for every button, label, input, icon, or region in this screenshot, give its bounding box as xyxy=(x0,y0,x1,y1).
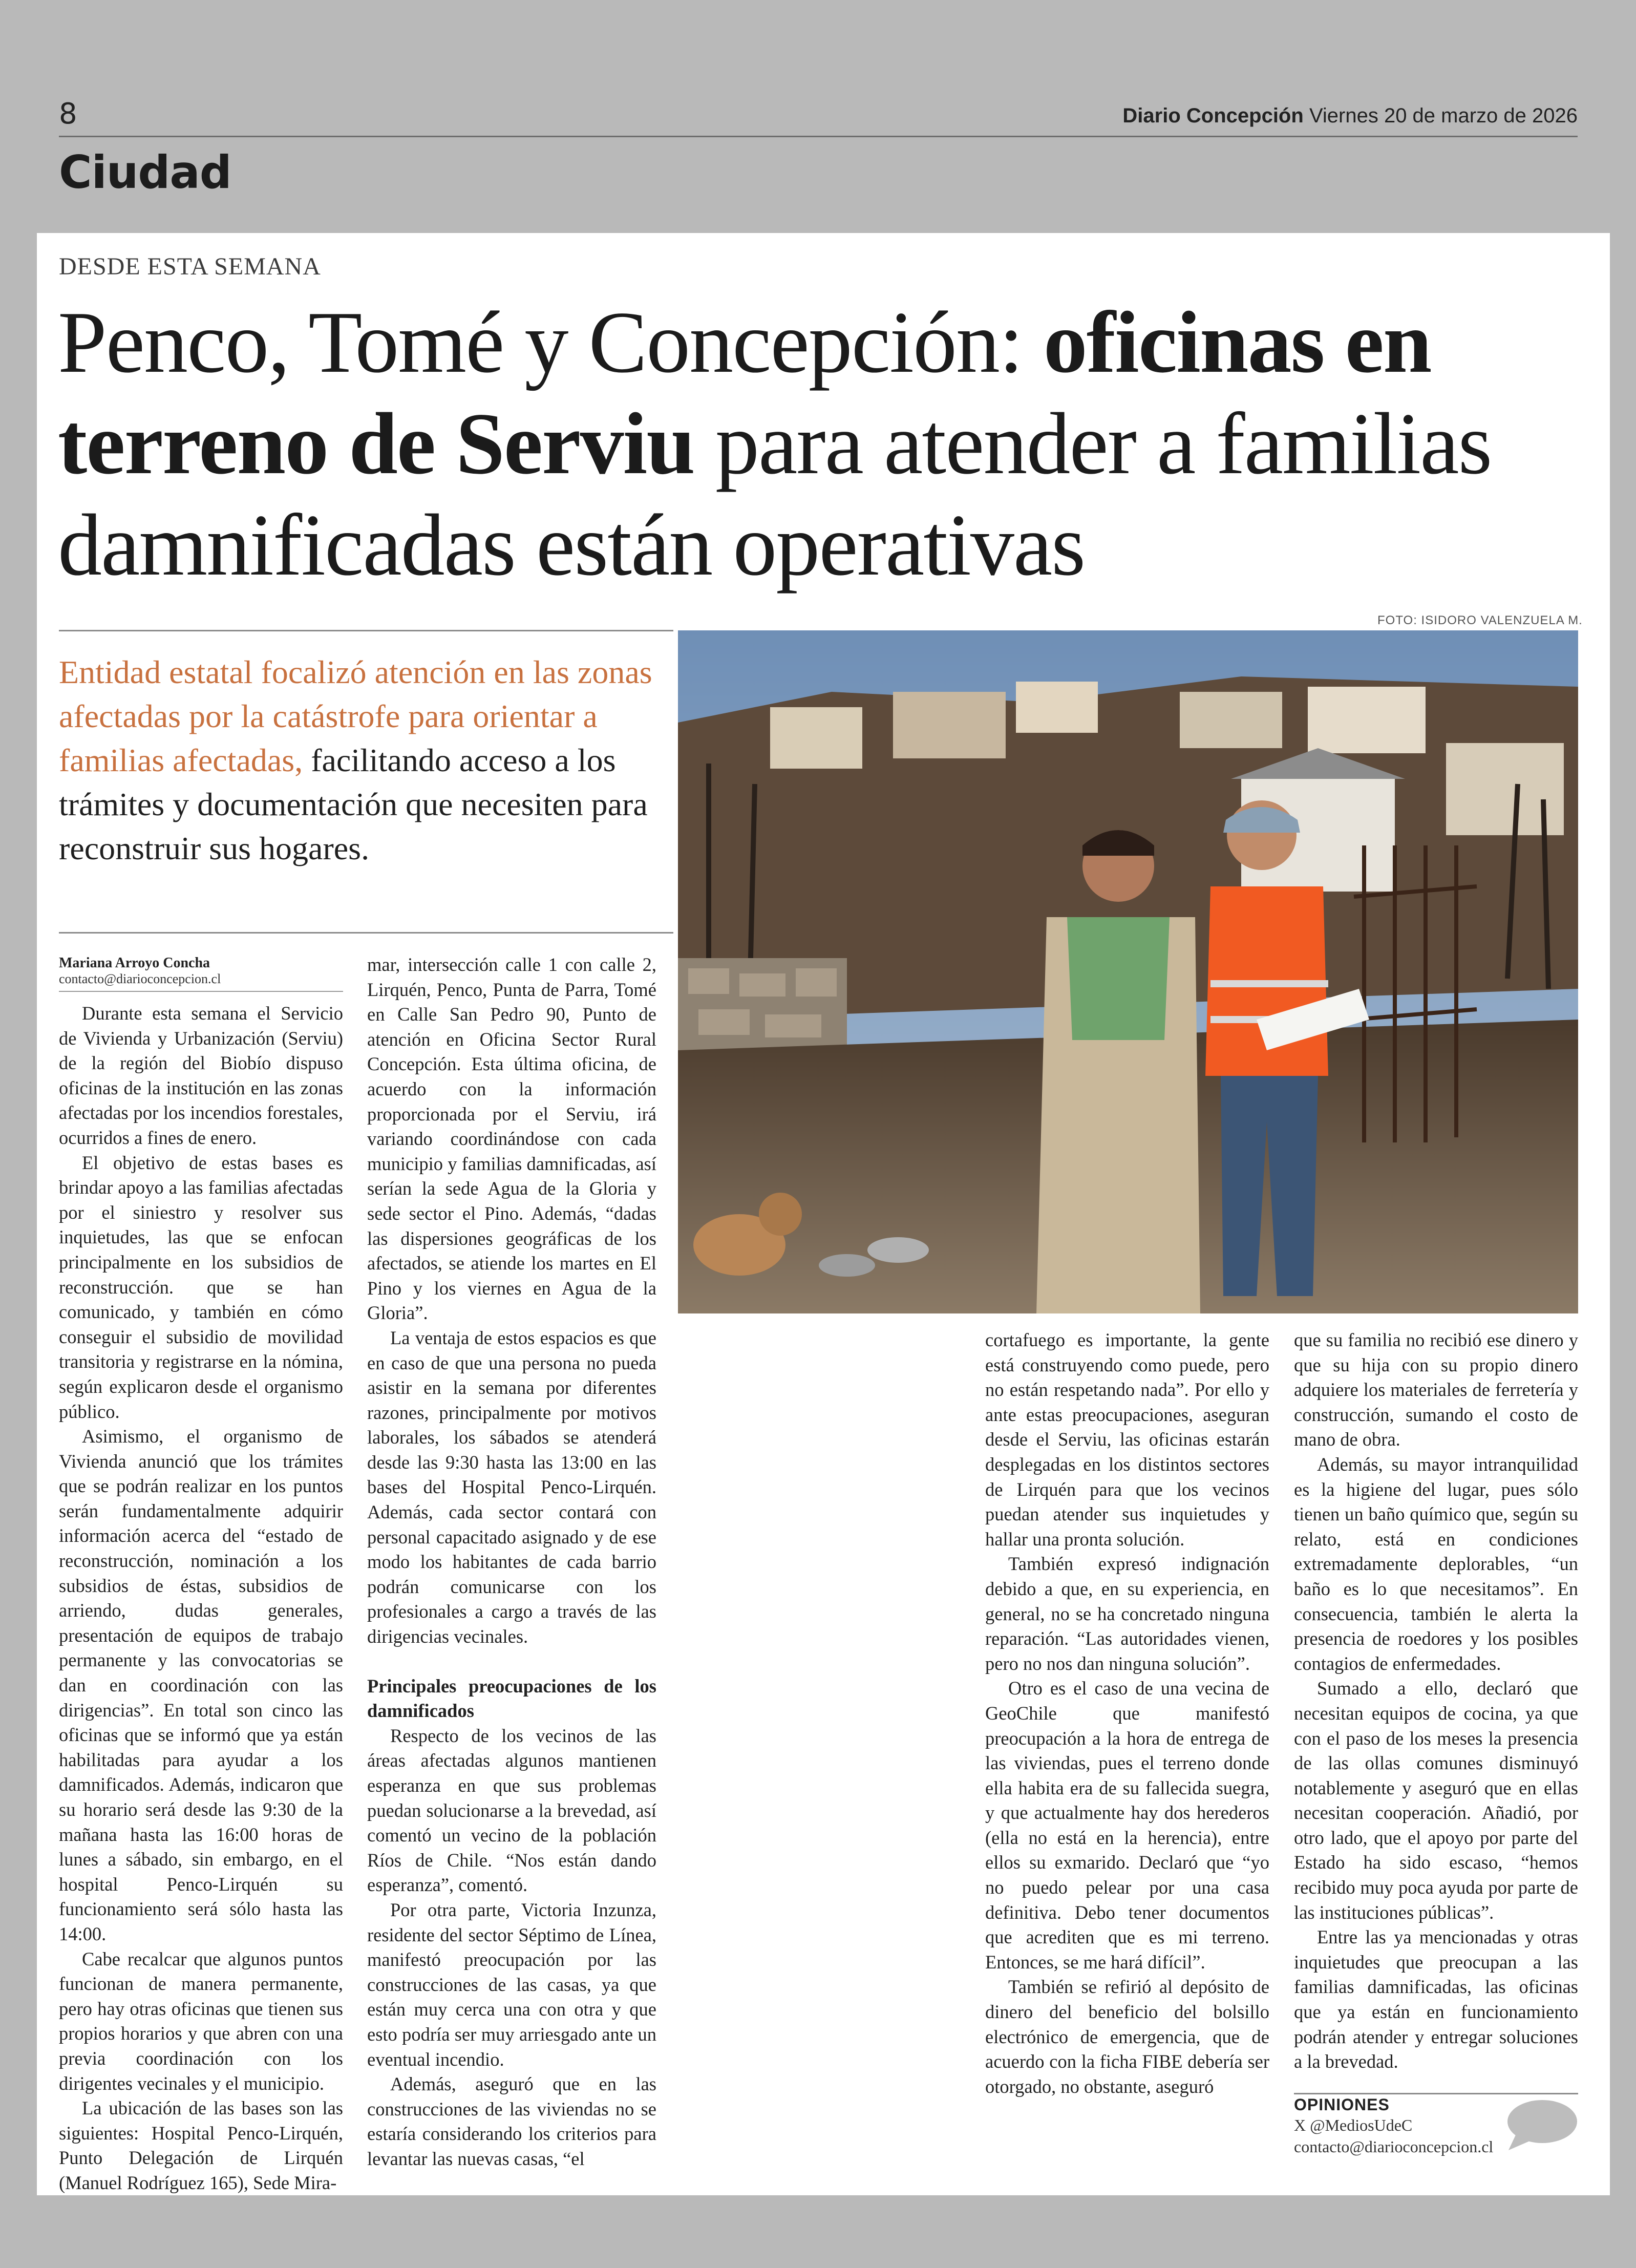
kicker: DESDE ESTA SEMANA xyxy=(59,253,321,280)
divider xyxy=(59,991,343,992)
paragraph: mar, intersección calle 1 con calle 2, Lirquén, Penco, Punta de Parra, Tomé en Calle San Pedro 90, Punto de atención en Oficina Sector Rural Concepción. Esta última oficina, de acuerdo con la información proporcionada por el Serviu, irá variando coordinándose con cada municipio y familias damnificadas, así serían la sede Agua de la Gloria y sede sector el Pino. Además, “dadas las dispersiones geográficas de los afectados, se atiende los martes en El Pino y los viernes en Agua de la Gloria”. xyxy=(367,954,656,1324)
paragraph: Respecto de los vecinos de las áreas afectadas algunos mantienen esperanza en que sus problemas puedan solucionarse a la brevedad, así comentó un vecino de la población Ríos de Chile. “Nos están dando esperanza”, comentó. xyxy=(367,1725,656,1896)
article-column-4 xyxy=(1294,1328,1578,2074)
paragraph: Durante esta semana el Servicio de Vivienda y Urbanización (Serviu) de la región del Biobío dispuso oficinas de la institución en las zonas afectadas por los incendios forestales, ocurridos a fines de enero. xyxy=(59,1003,343,1148)
paragraph: También se refirió al depósito de dinero del beneficio del bolsillo electrónico de emergencia, que de acuerdo con la ficha FIBE debería ser otorgado, no obstante, aseguró xyxy=(985,1976,1269,2097)
page-header xyxy=(59,97,1578,137)
paragraph: Por otra parte, Victoria Inzunza, residente del sector Séptimo de Línea, manifestó preocupación por las construcciones de las casas, ya que están muy cerca una con otra y que esto podría ser muy arriesgado ante un eventual incendio. xyxy=(367,1899,656,2070)
author-email: contacto@diarioconcepcion.cl xyxy=(59,971,221,986)
article-card xyxy=(37,233,1610,2195)
paragraph: Cabe recalcar que algunos puntos funcionan de manera permanente, pero hay otras oficinas que tienen sus propios horarios y que abren con una previa coordinación con los dirigentes vecinales y el municipio. xyxy=(59,1948,343,2094)
photo-credit: FOTO: ISIDORO VALENZUELA M. xyxy=(1377,613,1583,627)
opiniones-email: contacto@diarioconcepcion.cl xyxy=(1294,2137,1494,2156)
byline xyxy=(59,955,221,987)
article-column-3 xyxy=(985,1328,1269,2099)
paragraph: El objetivo de estas bases es brindar apoyo a las familias afectadas por el siniestro y resolver sus inquietudes, las que se enfocan principalmente en los subsidios de reconstrucción. que se han comunicado, y también en cómo conseguir el subsidio de movilidad transitoria y registrarse en la nómina, según explicaron desde el organismo público. xyxy=(59,1152,343,1422)
paragraph: La ventaja de estos espacios es que en caso de que una persona no pueda asistir en la semana por diferentes razones, principalmente por motivos laborales, los sábados se atenderá desde las 9:30 hasta las 13:00 en las bases del Hospital Penco-Lirquén. Además, cada sector contará con personal capacitado asignado y de ese modo los habitantes de cada barrio podrán comunicarse con los profesionales a cargo a través de las dirigencias vecinales. xyxy=(367,1327,656,1647)
dek xyxy=(59,650,663,871)
paragraph: Entre las ya mencionadas y otras inquietudes que preocupan a las familias damnificadas, las oficinas que ya están en funcionamiento podrán atender y entregar soluciones a la brevedad. xyxy=(1294,1926,1578,2072)
paragraph: La ubicación de las bases son las siguientes: Hospital Penco-Lirquén, Punto Delegación de Lirquén (Manuel Rodríguez 165), Sede Mira- xyxy=(59,2097,343,2193)
issue-date: Viernes 20 de marzo de 2026 xyxy=(1309,104,1578,127)
divider xyxy=(59,932,673,934)
masthead xyxy=(1122,104,1578,128)
paragraph: Otro es el caso de una vecina de GeoChile que manifestó preocupación a la hora de entrega de las viviendas, pues el terreno donde ella habita era de su fallecida suegra, y que actualmente hay dos herederos (ella no está en la herencia), entre ellos su exmarido. Declaró que “yo no puedo pelear por una casa definitiva. Debo tener documentos que acrediten que es mi terreno. Entonces, se me hará difícil”. xyxy=(985,1678,1269,1973)
divider xyxy=(59,630,673,631)
paper-name: Diario Concepción xyxy=(1122,104,1304,127)
dek-rest: facilitando acceso a los trámites y documentación que necesiten para reconstruir sus hogares. xyxy=(59,742,648,866)
article-photo xyxy=(678,630,1578,1313)
speech-bubble-icon xyxy=(1501,2097,1578,2153)
article-column-2 xyxy=(367,952,656,2172)
subheading: Principales preocupaciones de los damnificados xyxy=(367,1675,656,1722)
divider xyxy=(1294,2093,1578,2094)
headline-bold: oficinas en terreno de Serviu xyxy=(58,294,1431,493)
headline-part3: para atender a familias damnificadas están operativas xyxy=(58,395,1492,594)
paragraph: También expresó indignación debido a que, en su experiencia, en general, no se ha concretado ninguna reparación. “Las autoridades vienen, pero no nos dan ninguna solución”. xyxy=(985,1553,1269,1674)
paragraph: cortafuego es importante, la gente está construyendo como puede, pero no están respetando nada”. Por ello y ante estas preocupaciones, aseguran desde el Serviu, las oficinas estarán desplegadas en los distintos sectores de Lirquén para que los vecinos puedan atender sus inquietudes y hallar una pronta solución. xyxy=(985,1329,1269,1550)
paragraph: Además, aseguró que en las construcciones de las viviendas no se estaría considerando los criterios para levantar las nuevas casas, “el xyxy=(367,2073,656,2169)
opiniones-title: OPINIONES xyxy=(1294,2095,1390,2114)
photo-illustration xyxy=(678,630,1578,1313)
headline xyxy=(58,292,1594,596)
paragraph: que su familia no recibió ese dinero y que su hija con su propio dinero adquiere los materiales de ferretería y construcción, sumando el costo de mano de obra. xyxy=(1294,1329,1578,1450)
paragraph: Además, su mayor intranquilidad es la higiene del lugar, pues sólo tienen un baño químico que, según su relato, está en condiciones extremadamente deplorables, “un baño es lo que necesitamos”. En consecuencia, también le alerta la presencia de roedores y los posibles contagios de enfermedades. xyxy=(1294,1453,1578,1674)
section-title: Ciudad xyxy=(59,146,231,199)
opiniones-social: X @MediosUdeC xyxy=(1294,2116,1413,2134)
headline-part1: Penco, Tomé y Concepción: xyxy=(58,294,1044,391)
author-name: Mariana Arroyo Concha xyxy=(59,955,210,971)
dek-accent: Entidad estatal focalizó atención en las zonas afectadas por la catástrofe para orientar a familias afectadas, xyxy=(59,654,652,778)
paragraph: Sumado a ello, declaró que necesitan equipos de cocina, ya que con el paso de los meses la presencia de las ollas comunes disminuyó notablemente y aseguró que en ellas necesitan cooperación. Añadió, por otro lado, que el apoyo por parte del Estado ha sido escaso, “hemos recibido muy poca ayuda por parte de las instituciones públicas”. xyxy=(1294,1678,1578,1923)
article-column-1 xyxy=(59,1001,343,2196)
paragraph: Asimismo, el organismo de Vivienda anunció que los trámites que se podrán realizar en los puntos serán fundamentalmente adquirir información acerca del “estado de reconstrucción, nominación a los subsidios de éstas, subsidios de arriendo, dudas generales, presentación de equipos de trabajo permanente y las convocatorias se dan en coordinación con las dirigencias”. En total son cinco las oficinas que se informó que ya están habilitadas para ayudar a los damnificados. Además, indicaron que su horario será desde las 9:30 de la mañana hasta las 16:00 horas de lunes a sábado, sin embargo, en el hospital Penco-Lirquén su funcionamiento será sólo hasta las 14:00. xyxy=(59,1426,343,1944)
page-number: 8 xyxy=(59,97,77,131)
